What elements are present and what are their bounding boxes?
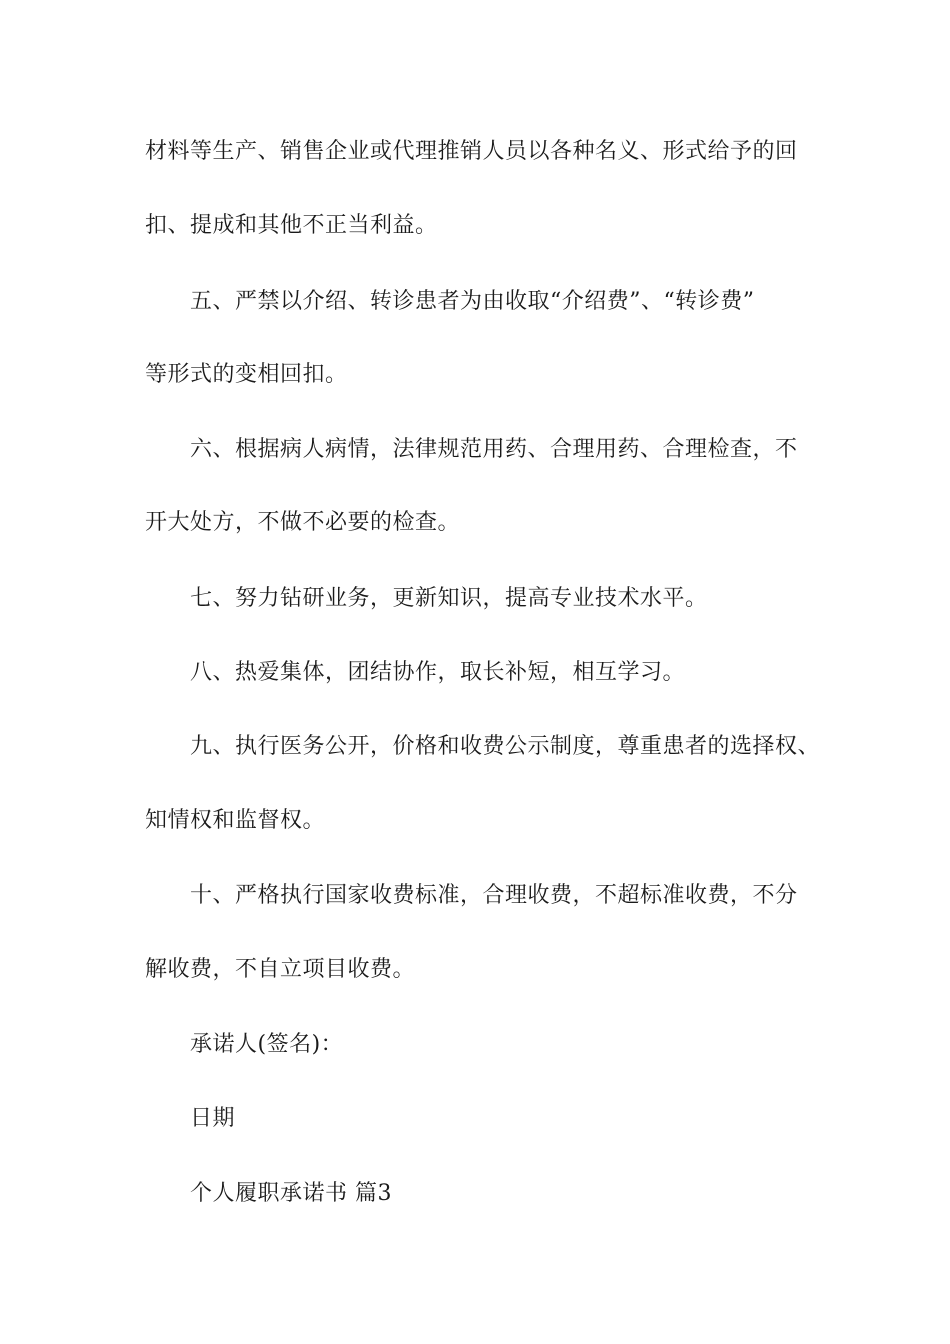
body-line-10: 知情权和监督权。 [145, 808, 326, 833]
body-line-8: 八、热爱集体，团结协作，取长补短，相互学习。 [190, 660, 686, 685]
date-label: 日期 [190, 1106, 236, 1131]
body-line-4: 等形式的变相回扣。 [145, 362, 348, 387]
signature-label: 承诺人(签名)： [190, 1032, 344, 1057]
body-line-2: 扣、提成和其他不正当利益。 [145, 213, 438, 238]
body-line-1: 材料等生产、销售企业或代理推销人员以各种名义、形式给予的回 [145, 139, 798, 164]
body-line-6: 开大处方，不做不必要的检查。 [145, 510, 461, 535]
body-line-11: 十、严格执行国家收费标准，合理收费，不超标准收费，不分 [190, 883, 798, 908]
body-line-5: 六、根据病人病情，法律规范用药、合理用药、合理检查，不 [190, 437, 798, 462]
body-line-7: 七、努力钻研业务，更新知识，提高专业技术水平。 [190, 586, 708, 611]
body-line-12: 解收费，不自立项目收费。 [145, 957, 416, 982]
body-line-9: 九、执行医务公开，价格和收费公示制度，尊重患者的选择权、 [190, 734, 821, 759]
body-line-3: 五、严禁以介绍、转诊患者为由收取“介绍费”、“转诊费” [190, 289, 755, 314]
section-title: 个人履职承诺书 篇3 [190, 1181, 392, 1206]
